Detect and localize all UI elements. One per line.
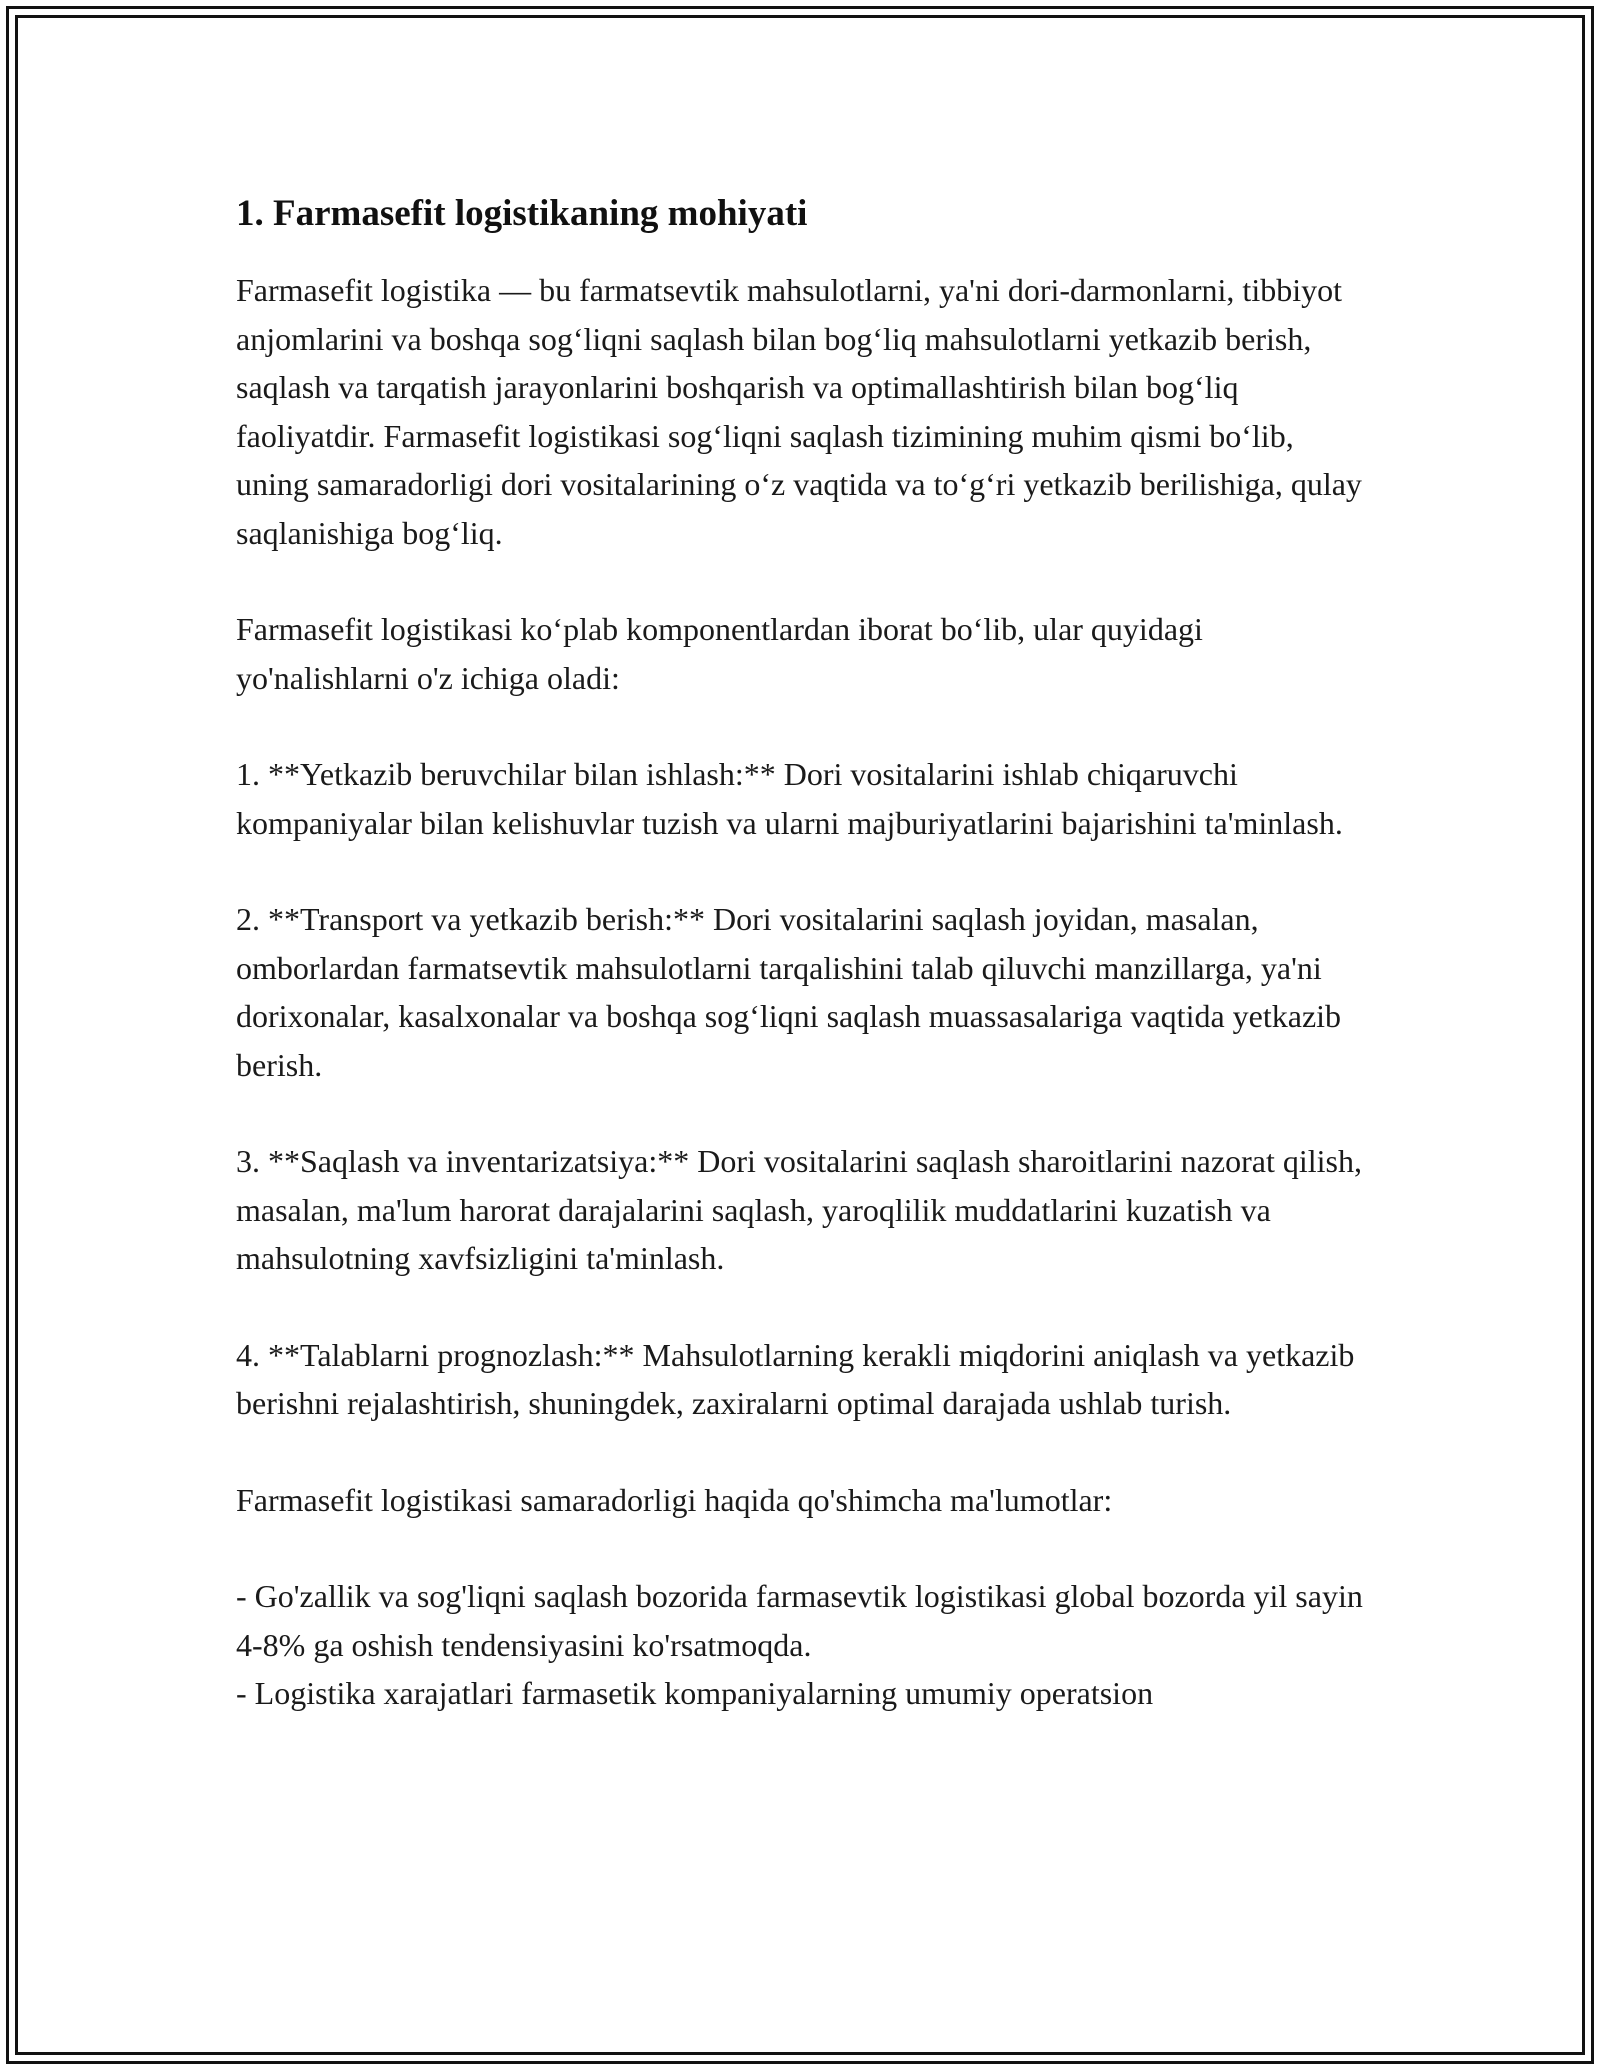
document-body bbox=[236, 186, 1366, 1718]
components-intro-paragraph: Farmasefit logistikasi ko‘plab komponentlardan iborat bo‘lib, ular quyidagi yo'nalishlarni o'z ichiga oladi: bbox=[236, 611, 1203, 696]
section-heading: 1. Farmasefit logistikaning mohiyati bbox=[236, 193, 808, 234]
extra-info-intro: Farmasefit logistikasi samaradorligi haqida qo'shimcha ma'lumotlar: bbox=[236, 1481, 1113, 1518]
list-item-suppliers: 1. **Yetkazib beruvchilar bilan ishlash:** Dori vositalarini ishlab chiqaruvchi kompaniyalar bilan kelishuvlar tuzish va ularni majburiyatlarini bajarishini ta'minlash. bbox=[236, 756, 1343, 841]
bullet-logistics-costs: - Logistika xarajatlari farmasetik kompaniyalarning umumiy operatsion bbox=[236, 1675, 1154, 1711]
list-item-forecasting: 4. **Talablarni prognozlash:** Mahsulotlarning kerakli miqdorini aniqlash va yetkazib berishni rejalashtirish, shuningdek, zaxiralarni optimal darajada ushlab turish. bbox=[236, 1336, 1355, 1421]
bullet-market-growth: - Go'zallik va sog'liqni saqlash bozorida farmasevtik logistikasi global bozorda yil sayin 4-8% ga oshish tendensiyasini ko'rsatmoqda. bbox=[236, 1578, 1363, 1663]
list-item-transport: 2. **Transport va yetkazib berish:** Dori vositalarini saqlash joyidan, masalan, omborlardan farmatsevtik mahsulotlarni tarqalishini talab qiluvchi manzillarga, ya'ni dorixonalar, kasalxonalar va boshqa sog‘liqni saqlash muassasalariga vaqtida yetkazib berish. bbox=[236, 901, 1342, 1083]
list-item-storage: 3. **Saqlash va inventarizatsiya:** Dori vositalarini saqlash sharoitlarini nazorat qilish, masalan, ma'lum harorat darajalarini saqlash, yaroqlilik muddatlarini kuzatish va mahsulotning xavfsizligini ta'minlash. bbox=[236, 1143, 1362, 1276]
intro-paragraph: Farmasefit logistika — bu farmatsevtik mahsulotlarni, ya'ni dori-darmonlarni, tibbiyot anjomlarini va boshqa sog‘liqni saqlash bilan bog‘liq mahsulotlarni yetkazib berish, saqlash va tarqatish jarayonlarini boshqarish va optimallashtirish bilan bog‘liq faoliyatdir. Farmasefit logistikasi sog‘liqni saqlash tizimining muhim qismi bo‘lib, uning samaradorligi dori vositalarining o‘z vaqtida va to‘g‘ri yetkazib berilishiga, qulay saqlanishiga bog‘liq. bbox=[236, 272, 1362, 551]
